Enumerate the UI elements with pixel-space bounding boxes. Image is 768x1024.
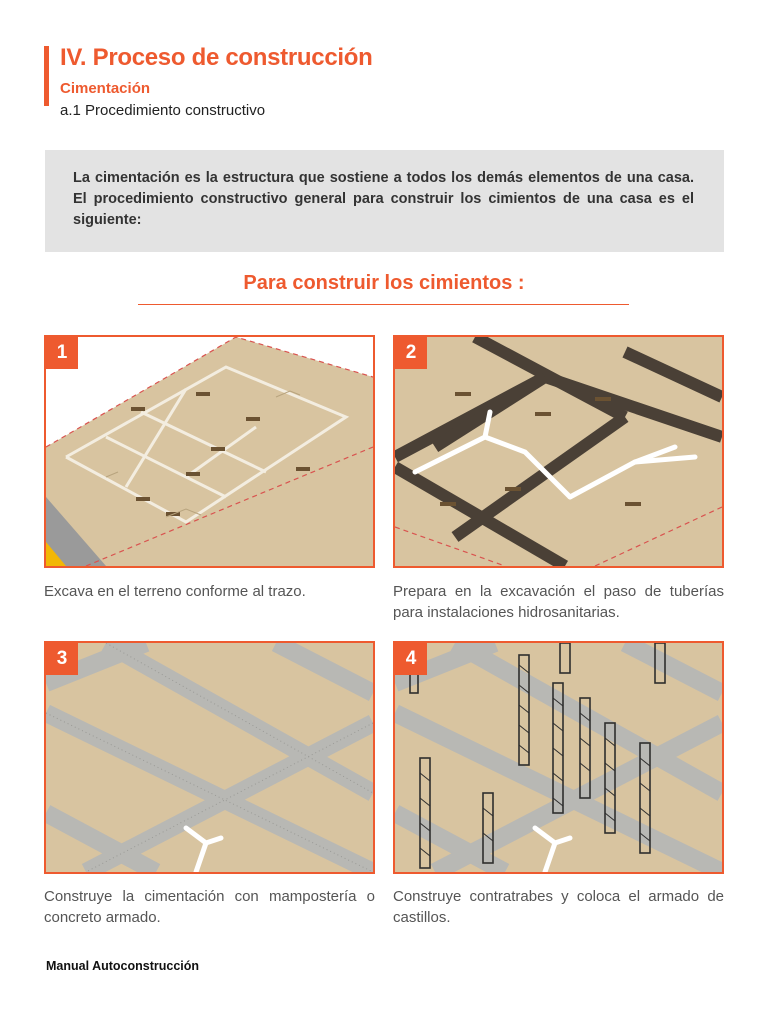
step-1-badge: 1 bbox=[46, 337, 78, 369]
step-3-caption: Construye la cimentación con mampostería o concreto armado. bbox=[44, 888, 375, 926]
step-2-illustration bbox=[393, 335, 724, 568]
intro-box bbox=[45, 150, 724, 252]
foundation-masonry-image bbox=[46, 643, 373, 872]
step-2-badge: 2 bbox=[395, 337, 427, 369]
section-heading: a.1 Procedimiento constructivo bbox=[60, 102, 266, 119]
page-title: IV. Proceso de construcción bbox=[60, 44, 373, 71]
page-subtitle: Cimentación bbox=[60, 80, 151, 97]
step-4-badge: 4 bbox=[395, 643, 427, 675]
step-1-illustration bbox=[44, 335, 375, 568]
title-accent-bar bbox=[44, 46, 49, 106]
footer-text: Manual Autoconstrucción bbox=[46, 959, 200, 973]
step-4-illustration bbox=[393, 641, 724, 874]
step-4-caption: Construye contratrabes y coloca el armado de castillos. bbox=[393, 888, 724, 926]
step-1-caption: Excava en el terreno conforme al trazo. bbox=[44, 583, 306, 600]
steps-heading: Para construir los cimientos : bbox=[243, 272, 525, 294]
steps-divider bbox=[138, 304, 629, 305]
step-3-badge: 3 bbox=[46, 643, 78, 675]
excavation-layout-image bbox=[46, 337, 373, 566]
step-3-illustration bbox=[44, 641, 375, 874]
intro-text: La cimentación es la estructura que sostiene a todos los demás elementos de una casa. El procedimiento constructivo general para construir los cimientos de una casa es el siguiente: bbox=[73, 170, 694, 228]
columns-rebar-image bbox=[395, 643, 722, 872]
step-2-caption: Prepara en la excavación el paso de tuberías para instalaciones hidrosanitarias. bbox=[393, 583, 724, 621]
pipe-installation-image bbox=[395, 337, 722, 566]
